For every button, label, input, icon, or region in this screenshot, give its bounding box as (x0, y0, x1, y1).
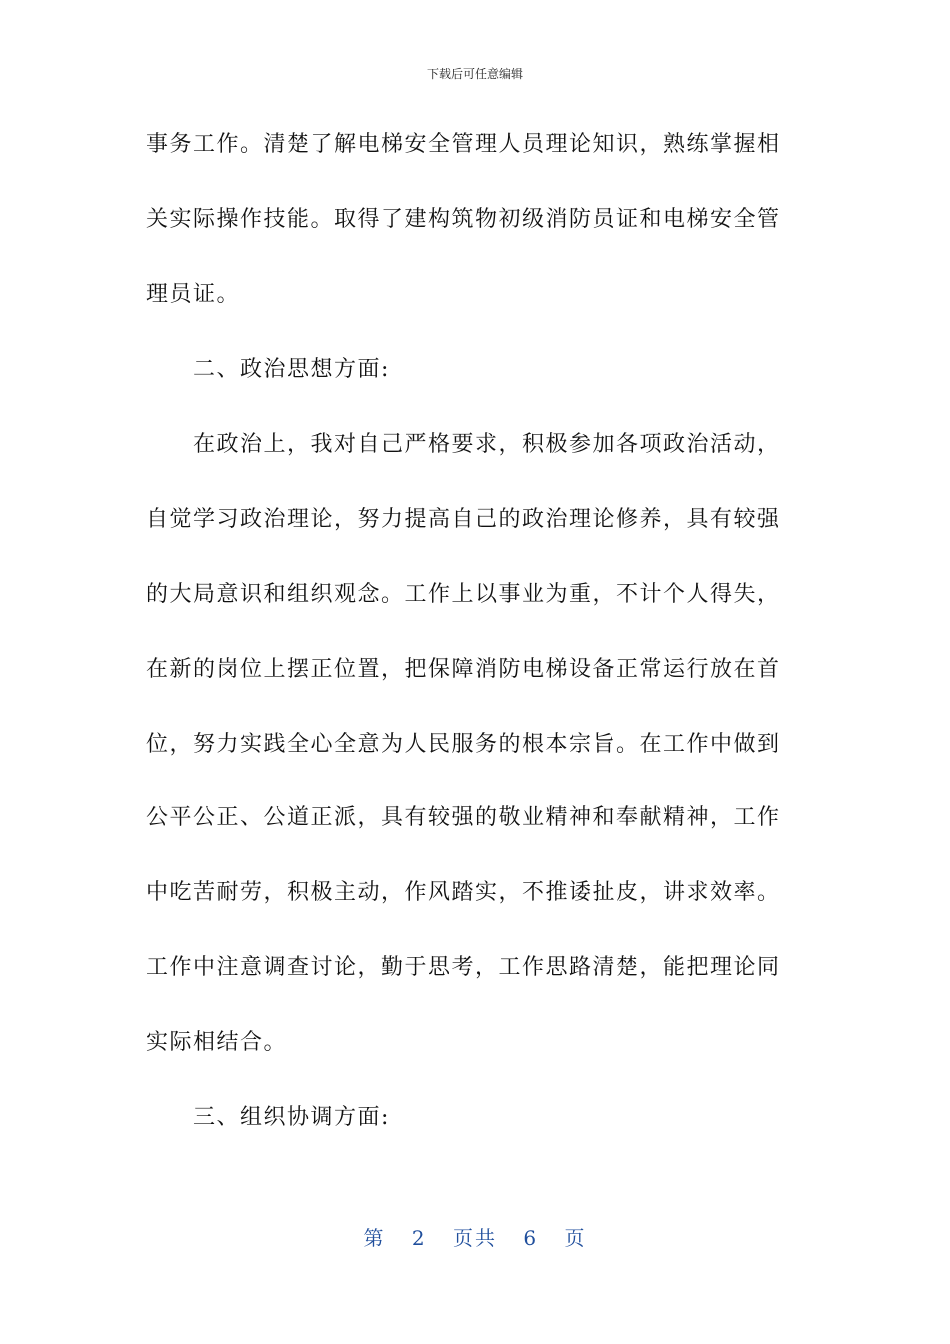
paragraph-line: 公平公正、公道正派，具有较强的敬业精神和奉献精神，工作 (146, 805, 781, 830)
paragraph-line: 位，努力实践全心全意为人民服务的根本宗旨。在工作中做到 (146, 732, 781, 757)
paragraph-line: 关实际操作技能。取得了建构筑物初级消防员证和电梯安全管 (146, 207, 781, 232)
paragraph-line: 自觉学习政治理论，努力提高自己的政治理论修养，具有较强 (146, 507, 781, 532)
paragraph-line: 事务工作。清楚了解电梯安全管理人员理论知识，熟练掌握相 (146, 132, 781, 157)
footer-prefix: 第 (363, 1226, 386, 1250)
paragraph-line: 在新的岗位上摆正位置，把保障消防电梯设备正常运行放在首 (146, 657, 781, 682)
paragraph-line: 理员证。 (146, 282, 241, 307)
header-note: 下载后可任意编辑 (426, 67, 523, 81)
footer-middle: 页共 (453, 1226, 497, 1250)
page-footer (0, 1224, 950, 1252)
paragraph-line: 在政治上，我对自己严格要求，积极参加各项政治活动， (193, 432, 781, 457)
paragraph-line: 实际相结合。 (146, 1030, 288, 1055)
footer-suffix: 页 (564, 1226, 587, 1250)
footer-page-number: 2 (411, 1226, 427, 1250)
paragraph-line: 工作中注意调查讨论，勤于思考，工作思路清楚，能把理论同 (146, 955, 781, 980)
section-heading: 二、政治思想方面: (193, 357, 390, 382)
section-heading: 三、组织协调方面: (193, 1105, 390, 1130)
paragraph-line: 中吃苦耐劳，积极主动，作风踏实，不推诿扯皮，讲求效率。 (146, 880, 781, 905)
paragraph-line: 的大局意识和组织观念。工作上以事业为重，不计个人得失， (146, 582, 781, 607)
footer-total-pages: 6 (523, 1226, 539, 1250)
